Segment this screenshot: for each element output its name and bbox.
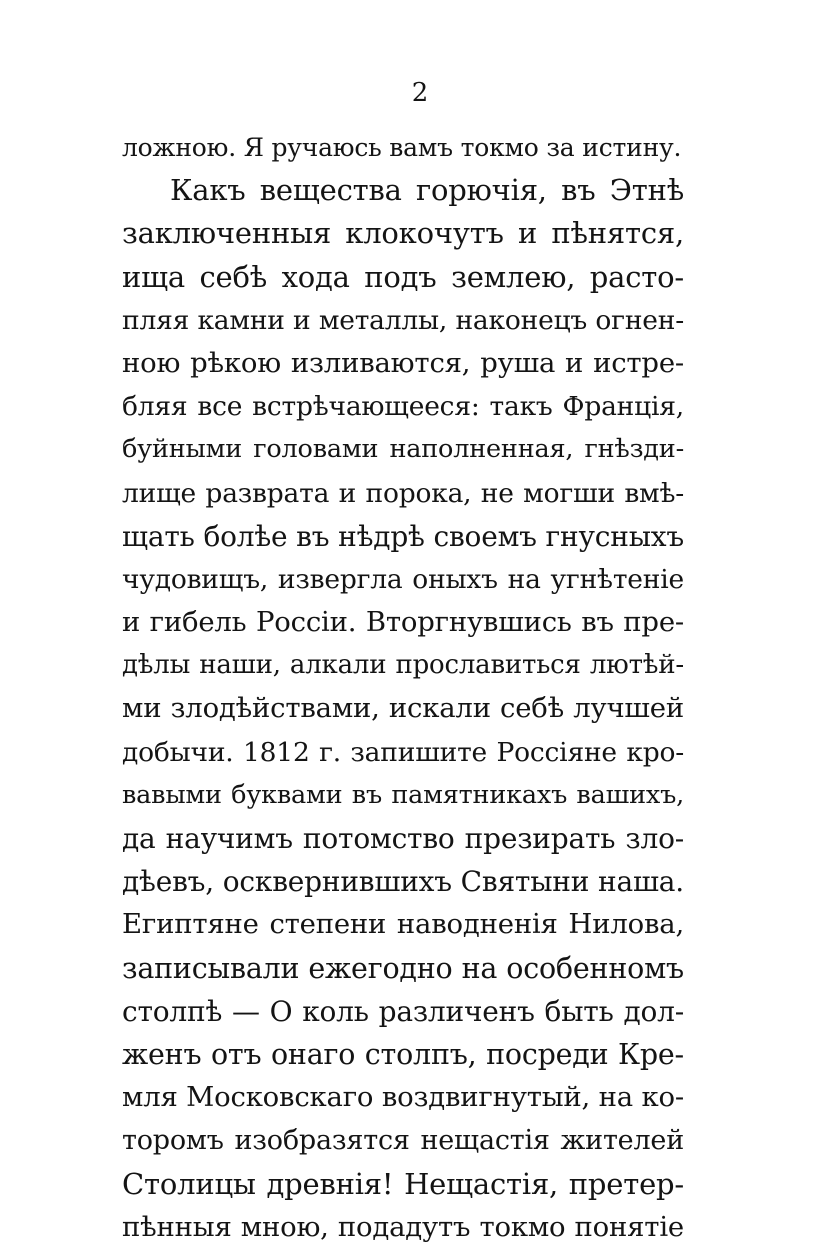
text-line: лище разврата и порока, не могши вмѣ- [122,477,684,509]
text-line: вавыми буквами въ памятникахъ вашихъ, [122,779,684,810]
text-line: торомъ изобразятся нещастія жителей [122,1125,684,1157]
text-line: Какъ вещества горючія, въ Этнѣ [170,173,684,208]
text-line: столпѣ — О коль различенъ быть дол- [122,994,684,1028]
text-line: заключенныя клокочутъ и пѣнятся, [122,216,684,251]
text-line: пѣнныя мною, подадутъ токмо понятіе [122,1210,684,1243]
text-line: ища себѣ хода подъ землею, расто- [122,259,684,294]
text-line: записывали ежегодно на особенномъ [122,951,684,985]
text-line: Столицы древнія! Нещастія, претер- [122,1166,684,1201]
text-line: дѣевъ, осквернившихъ Святыни наша. [122,865,684,899]
text-line: щать болѣе въ нѣдрѣ своемъ гнусныхъ [122,519,684,553]
text-line: пляя камни и металлы, наконецъ огнен- [122,304,684,336]
text-line: Египтяне степени наводненія Нилова, [122,908,684,941]
page-number: 2 [411,78,429,108]
text-line: и гибель Россіи. Вторгнувшись въ пре- [122,606,684,639]
text-line: ною рѣкою изливаются, руша и истре- [122,346,684,379]
text-line: ми злодѣйствами, искали себѣ лучшей [122,692,684,725]
text-line: мля Московскаго воздвигнутый, на ко- [122,1081,684,1114]
body-text [122,126,684,1249]
text-line: буйными головами наполненная, гнѣзди- [122,434,684,465]
text-line: чудовищъ, извергла оныхъ на угнѣтеніе [122,563,684,595]
text-line: женъ отъ онаго столпъ, посреди Кре- [122,1037,684,1071]
text-line: ложною. Я ручаюсь вамъ токмо за истину. [122,133,682,162]
text-line: бляя все встрѣчающееся: такъ Франція, [122,391,684,423]
text-line: добычи. 1812 г. запишите Россіяне кро- [122,736,684,768]
text-line: да научимъ потомство презирать зло- [122,822,684,855]
text-line: дѣлы наши, алкали прославиться лютѣй- [122,650,684,681]
